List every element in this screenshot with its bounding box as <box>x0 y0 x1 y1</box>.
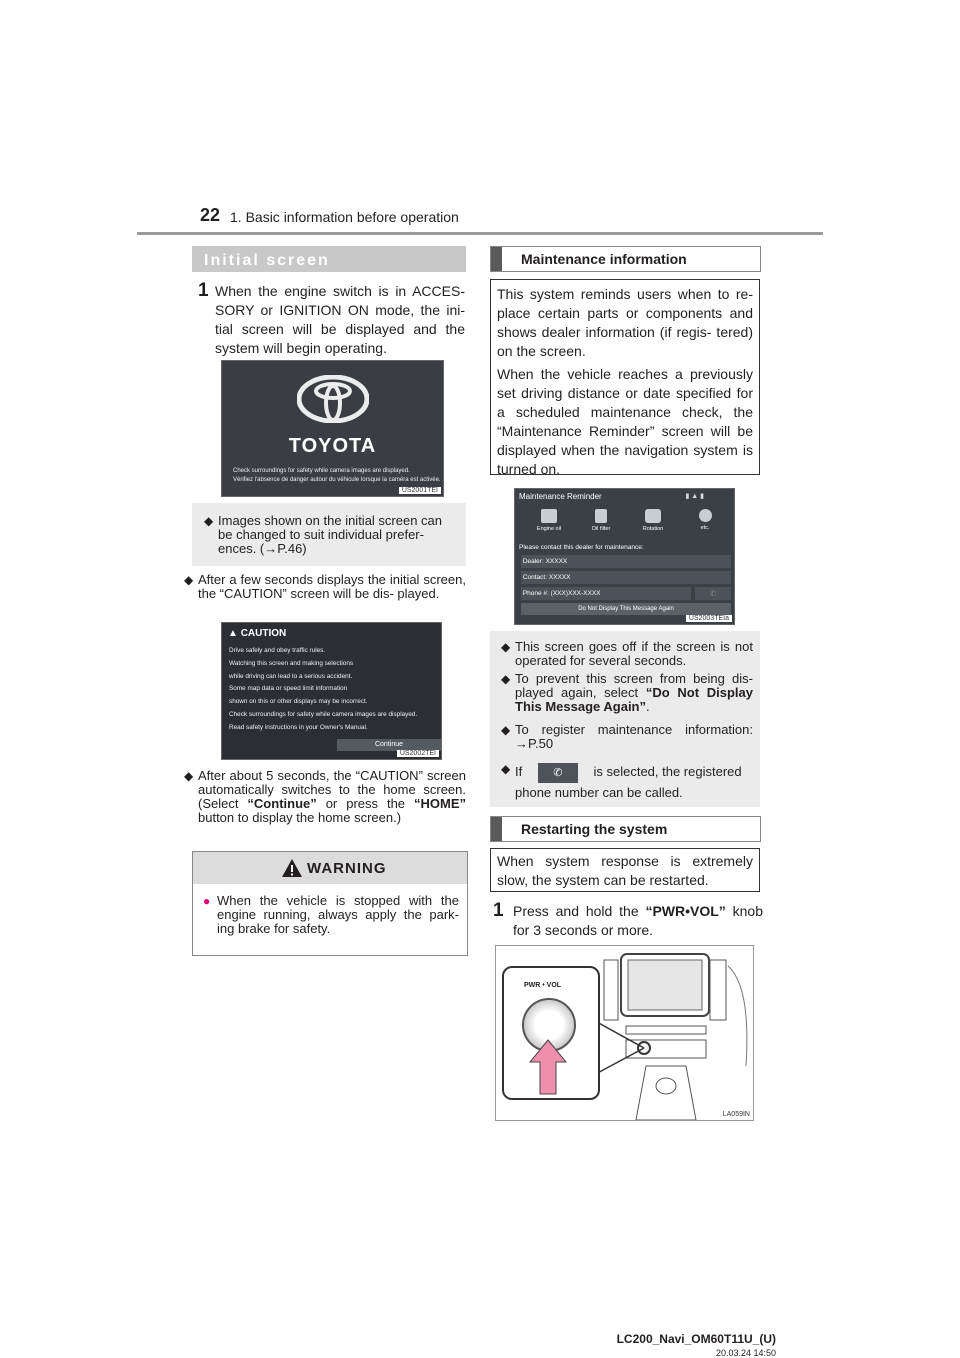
warning-text: When the vehicle is stopped with the engine running, always apply the park- ing brake for safety. <box>217 893 459 936</box>
warning-triangle-icon: ▲ <box>228 628 238 639</box>
etc-item[interactable] <box>685 509 725 531</box>
bullet-icon: ◆ <box>501 640 511 654</box>
figure-tag: US2002TEI <box>397 750 439 757</box>
figure-tag: US2003TEIa <box>686 615 732 622</box>
note-item <box>501 762 753 803</box>
more-icon <box>699 509 712 522</box>
caution-line: Some map data or speed limit information <box>229 685 348 693</box>
caution-line: Check surroundings for safety while camera images are displayed. <box>229 710 418 718</box>
page-number: 22 <box>200 205 221 225</box>
section-restarting <box>490 816 761 842</box>
note-item <box>204 514 456 556</box>
screen-title: Maintenance Reminder <box>519 492 602 501</box>
note-box <box>192 503 466 566</box>
maintenance-para-1: This system reminds users when to re- place certain parts or components and shows dealer information (if regis- tered) on the screen. <box>497 286 753 359</box>
note-text: To register maintenance information: →P.50 <box>515 722 753 751</box>
dealer-value: XXXXX <box>545 558 568 565</box>
caution-header <box>228 628 286 639</box>
call-button-icon: ✆ <box>538 763 578 783</box>
toyota-logo-icon <box>297 375 369 423</box>
note-item <box>501 672 753 714</box>
etc-label: etc. <box>700 525 710 531</box>
caution-line: Drive safely and obey traffic rules. <box>229 647 326 654</box>
maintenance-text-box <box>490 279 760 475</box>
oil-can-icon <box>541 509 557 523</box>
bullet-icon: ◆ <box>184 573 194 587</box>
dealer-label: Dealer: <box>522 558 544 565</box>
phone-row <box>521 587 691 600</box>
camera-notice-en: Check surroundings for safety while camera images are displayed. <box>233 468 410 474</box>
step-number: 1 <box>198 280 209 301</box>
bullet-icon: ◆ <box>184 769 194 783</box>
section-title: Maintenance information <box>521 251 687 267</box>
call-button[interactable] <box>695 587 731 600</box>
engine-oil-item[interactable] <box>529 509 569 532</box>
step-number: 1 <box>493 900 504 921</box>
press-arrow-icon <box>528 1038 568 1096</box>
warning-title: WARNING <box>307 860 387 877</box>
section-title: Initial screen <box>204 252 330 269</box>
contact-value: XXXXX <box>548 574 571 581</box>
camera-notice-fr: Vérifiez l'absence de danger autour du véhicule lorsque la caméra est activée. <box>233 477 441 483</box>
contact-label: Contact: <box>522 574 548 581</box>
bullet-dot-icon: ● <box>203 894 211 908</box>
caution-title: CAUTION <box>240 628 287 639</box>
contact-row <box>521 571 731 584</box>
step-text: Press and hold the “PWR•VOL” knob for 3 seconds or more. <box>513 903 763 938</box>
dashboard-illustration <box>495 945 754 1121</box>
bullet-item <box>184 573 466 601</box>
do-not-display-button[interactable]: Do Not Display This Message Again <box>521 603 731 615</box>
section-tab <box>491 817 502 841</box>
caution-lines <box>229 645 417 735</box>
figure-tag: LA059IN <box>722 1111 750 1118</box>
notes-box <box>490 631 760 807</box>
bullet-icon: ◆ <box>501 762 511 776</box>
rotation-label: Rotation <box>642 526 664 532</box>
restart-para: When system response is extremely slow, the system can be restarted. <box>497 853 753 888</box>
brand-name: TOYOTA <box>288 435 377 457</box>
maintenance-icons-row <box>515 509 734 541</box>
doc-date: 20.03.24 14:50 <box>715 1348 776 1358</box>
maintenance-screen-image <box>514 488 735 625</box>
maintenance-para-2: When the vehicle reaches a previously set driving distance or date specified for a scheduled maintenance check, the “Maintenance Reminder” screen will be displayed when the navigation system is turned on. <box>497 366 753 477</box>
oil-filter-label: Oil filter <box>591 526 611 532</box>
note-text: This screen goes off if the screen is not operated for several seconds. <box>515 639 753 668</box>
warning-item <box>203 894 459 936</box>
bullet-icon: ◆ <box>501 723 511 737</box>
phone-value: (XXX)XXX-XXXX <box>550 590 601 597</box>
oil-filter-item[interactable] <box>581 509 621 532</box>
section-initial-screen <box>192 246 466 272</box>
note-item <box>501 640 753 668</box>
initial-screen-image <box>221 360 444 497</box>
doc-code: LC200_Navi_OM60T11U_(U) <box>616 1332 776 1346</box>
pwr-vol-label: PWR • VOL <box>524 982 562 989</box>
section-maintenance <box>490 246 761 272</box>
bullet-icon: ◆ <box>501 672 511 686</box>
bullet-text: After about 5 seconds, the “CAUTION” screen automatically switches to the home screen. (Select “Continue” or press the “HOME” button to display the home screen.) <box>198 768 466 825</box>
continue-button[interactable]: Continue <box>337 739 441 751</box>
contact-prompt: Please contact this dealer for maintenance: <box>519 544 644 551</box>
caution-screen-image <box>221 622 442 760</box>
caution-line: while driving can lead to a serious accident. <box>229 672 353 680</box>
bullet-text: After a few seconds displays the initial screen, the “CAUTION” screen will be dis- played. <box>198 572 466 601</box>
tire-icon <box>645 509 661 523</box>
caution-line: shown on this or other displays may be incorrect. <box>229 698 368 706</box>
knob-inset <box>502 966 600 1100</box>
bullet-item <box>184 769 466 825</box>
header-rule <box>137 232 823 235</box>
warning-header <box>193 852 467 884</box>
note-text: If ✆ is selected, the registered phone number can be called. <box>515 764 742 800</box>
section-title: Restarting the system <box>521 821 668 837</box>
note-text: To prevent this screen from being dis- played again, select “Do Not Display This Message Again”. <box>515 671 753 714</box>
warning-box <box>192 851 468 956</box>
phone-icon: ✆ <box>709 589 717 598</box>
bullet-icon: ◆ <box>204 514 214 528</box>
note-text: Images shown on the initial screen can be changed to suit individual prefer- ences. (→P.46) <box>218 513 443 556</box>
oil-filter-icon <box>595 509 607 523</box>
caution-line: Watching this screen and making selections <box>229 659 354 667</box>
restart-text-box <box>490 848 760 892</box>
dealer-row <box>521 555 731 568</box>
figure-tag: US2001TEI <box>399 487 441 494</box>
section-tab <box>491 247 502 271</box>
header-title: 1. Basic information before operation <box>230 209 459 225</box>
engine-oil-label: Engine oil <box>536 526 562 532</box>
phone-label: Phone #: <box>522 590 549 597</box>
rotation-item[interactable] <box>633 509 673 532</box>
status-icons: ▮ ▲ ▮ <box>685 493 704 500</box>
warning-triangle-icon <box>281 858 303 878</box>
caution-line: Read safety instructions in your Owner's Manual. <box>229 723 368 731</box>
step-text: When the engine switch is in ACCES- SORY or IGNITION ON mode, the ini- tial screen will be displayed and the system will begin operating. <box>215 283 465 356</box>
note-item <box>501 723 753 751</box>
